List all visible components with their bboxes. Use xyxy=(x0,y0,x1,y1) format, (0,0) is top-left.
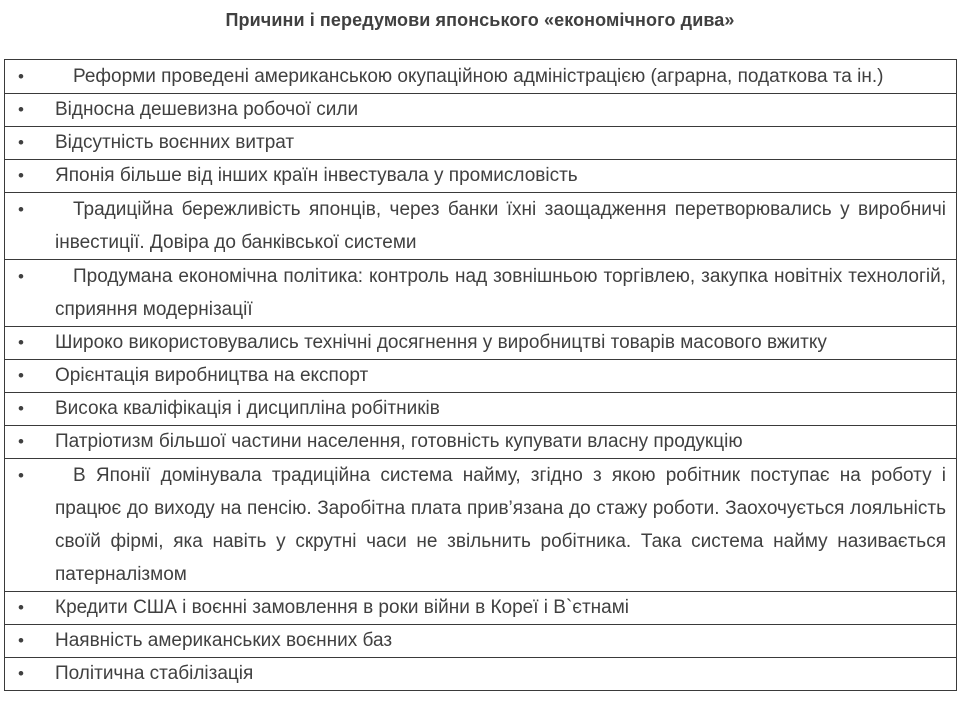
list-item-text: Відносна дешевизна робочої сили xyxy=(55,99,359,120)
list-item-text: Реформи проведені американською окупаційною адміністрацією (аграрна, податкова та ін.) xyxy=(73,66,884,87)
list-item-text: Японія більше від інших країн інвестувала у промисловість xyxy=(55,165,578,186)
table-row xyxy=(5,260,957,327)
table-cell xyxy=(5,60,957,94)
table-cell xyxy=(5,658,957,691)
bullet-icon: • xyxy=(18,166,24,185)
table-row xyxy=(5,459,957,592)
bullet-icon: • xyxy=(18,200,24,219)
table-row xyxy=(5,94,957,127)
list-item-text: Висока кваліфікація і дисципліна робітників xyxy=(55,398,440,419)
bullet-icon: • xyxy=(18,100,24,119)
table-cell xyxy=(5,327,957,360)
bullet-icon: • xyxy=(18,366,24,385)
list-item xyxy=(5,426,956,458)
table-row xyxy=(5,625,957,658)
list-item-text: Політична стабілізація xyxy=(55,663,254,684)
list-item-text: Кредити США і воєнні замовлення в роки війни в Кореї і В`єтнамі xyxy=(55,597,630,618)
table-cell xyxy=(5,625,957,658)
bullet-icon: • xyxy=(18,631,24,650)
list-item xyxy=(5,94,956,126)
table-cell xyxy=(5,127,957,160)
list-item xyxy=(5,260,956,326)
table-row xyxy=(5,327,957,360)
bullet-icon: • xyxy=(18,598,24,617)
list-item xyxy=(5,592,956,624)
list-item-text: Наявність американських воєнних баз xyxy=(55,630,393,651)
table-row xyxy=(5,160,957,193)
list-item xyxy=(5,60,956,93)
table-row xyxy=(5,127,957,160)
list-item xyxy=(5,127,956,159)
list-item xyxy=(5,658,956,690)
table-cell xyxy=(5,459,957,592)
table-row xyxy=(5,360,957,393)
list-item-text: Продумана економічна політика: контроль над зовнішньою торгівлею, закупка новітніх технологій, сприяння модернізації xyxy=(55,266,946,320)
list-item-text: Орієнтація виробництва на експорт xyxy=(55,365,369,386)
bullet-icon: • xyxy=(18,399,24,418)
table-cell xyxy=(5,393,957,426)
bullet-icon: • xyxy=(18,67,24,86)
causes-table xyxy=(4,59,957,691)
list-item xyxy=(5,459,956,591)
list-item xyxy=(5,327,956,359)
list-item-text: Широко використовувались технічні досягнення у виробництві товарів масового вжитку xyxy=(55,332,827,353)
table-cell xyxy=(5,160,957,193)
page-title: Причини і передумови японського «економічного дива» xyxy=(225,10,735,30)
list-item-text: Патріотизм більшої частини населення, готовність купувати власну продукцію xyxy=(55,431,743,452)
table-row xyxy=(5,193,957,260)
list-item xyxy=(5,160,956,192)
table-cell xyxy=(5,193,957,260)
table-row xyxy=(5,393,957,426)
table-row xyxy=(5,426,957,459)
bullet-icon: • xyxy=(18,432,24,451)
table-cell xyxy=(5,592,957,625)
list-item xyxy=(5,360,956,392)
list-item xyxy=(5,193,956,259)
bullet-icon: • xyxy=(18,466,24,485)
table-cell xyxy=(5,94,957,127)
table-row xyxy=(5,658,957,691)
list-item-text: В Японії домінувала традиційна система найму, згідно з якою робітник поступає на роботу і працює до виходу на пенсію. Заробітна плата прив’язана до стажу роботи. Заохочується лояльність своїй фірмі, яка навіть у скрутні часи не звільнить робітника. Така система найму називається патерналізмом xyxy=(55,465,946,585)
table-cell xyxy=(5,360,957,393)
list-item xyxy=(5,393,956,425)
bullet-icon: • xyxy=(18,133,24,152)
bullet-icon: • xyxy=(18,664,24,683)
table-cell xyxy=(5,426,957,459)
list-item-text: Традиційна бережливість японців, через банки їхні заощадження перетворювались у виробничі інвестиції. Довіра до банківської системи xyxy=(55,199,946,253)
table-cell xyxy=(5,260,957,327)
table-row xyxy=(5,60,957,94)
list-item-text: Відсутність воєнних витрат xyxy=(55,132,295,153)
bullet-icon: • xyxy=(18,267,24,286)
table-row xyxy=(5,592,957,625)
list-item xyxy=(5,625,956,657)
bullet-icon: • xyxy=(18,333,24,352)
